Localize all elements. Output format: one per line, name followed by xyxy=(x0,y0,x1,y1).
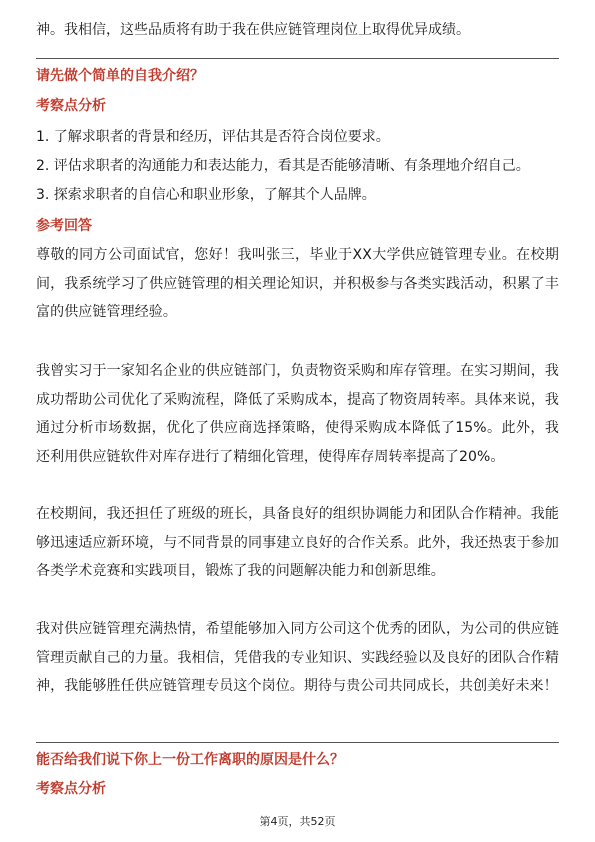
analysis-point: 3. 探索求职者的自信心和职业形象，了解其个人品牌。 xyxy=(36,187,376,203)
analysis-point: 1. 了解求职者的背景和经历，评估其是否符合岗位要求。 xyxy=(36,129,390,145)
answer-paragraph: 我曾实习于一家知名企业的供应链部门，负责物资采购和库存管理。在实习期间，我成功帮助公司优化了采购流程，降低了采购成本，提高了物资周转率。具体来说，我通过分析市场数据，优化了供应商选择策略，使得采购成本降低了15%。此外，我还利用供应链软件对库存进行了精细化管理，使得库存周转率提高了20%。 xyxy=(36,363,559,465)
analysis-point: 2. 评估求职者的沟通能力和表达能力，看其是否能够清晰、有条理地介绍自己。 xyxy=(36,158,530,174)
analysis-label: 考察点分析 xyxy=(36,98,106,114)
analysis-label: 考察点分析 xyxy=(36,781,106,797)
continued-text: 神。我相信，这些品质将有助于我在供应链管理岗位上取得优异成绩。 xyxy=(36,22,470,38)
question-title: 能否给我们说下你上一份工作离职的原因是什么？ xyxy=(36,752,344,768)
answer-paragraph: 我对供应链管理充满热情，希望能够加入同方公司这个优秀的团队，为公司的供应链管理贡献自己的力量。我相信，凭借我的专业知识、实践经验以及良好的团队合作精神，我能够胜任供应链管理专员这个岗位。期待与贵公司共同成长，共创美好未来！ xyxy=(36,621,559,694)
question-title: 请先做个简单的自我介绍？ xyxy=(36,68,204,84)
answer-label: 参考回答 xyxy=(36,218,92,234)
document-page xyxy=(36,0,559,842)
section-divider xyxy=(36,742,559,743)
section-divider xyxy=(36,58,559,59)
answer-paragraph: 尊敬的同方公司面试官，您好！我叫张三，毕业于XX大学供应链管理专业。在校期间，我系统学习了供应链管理的相关理论知识，并积极参与各类实践活动，积累了丰富的供应链管理经验。 xyxy=(36,247,559,320)
page-footer: 第4页，共52页 xyxy=(259,815,336,828)
answer-paragraph: 在校期间，我还担任了班级的班长，具备良好的组织协调能力和团队合作精神。我能够迅速适应新环境，与不同背景的同事建立良好的合作关系。此外，我还热衷于参加各类学术竞赛和实践项目，锻炼了我的问题解决能力和创新思维。 xyxy=(36,506,559,579)
